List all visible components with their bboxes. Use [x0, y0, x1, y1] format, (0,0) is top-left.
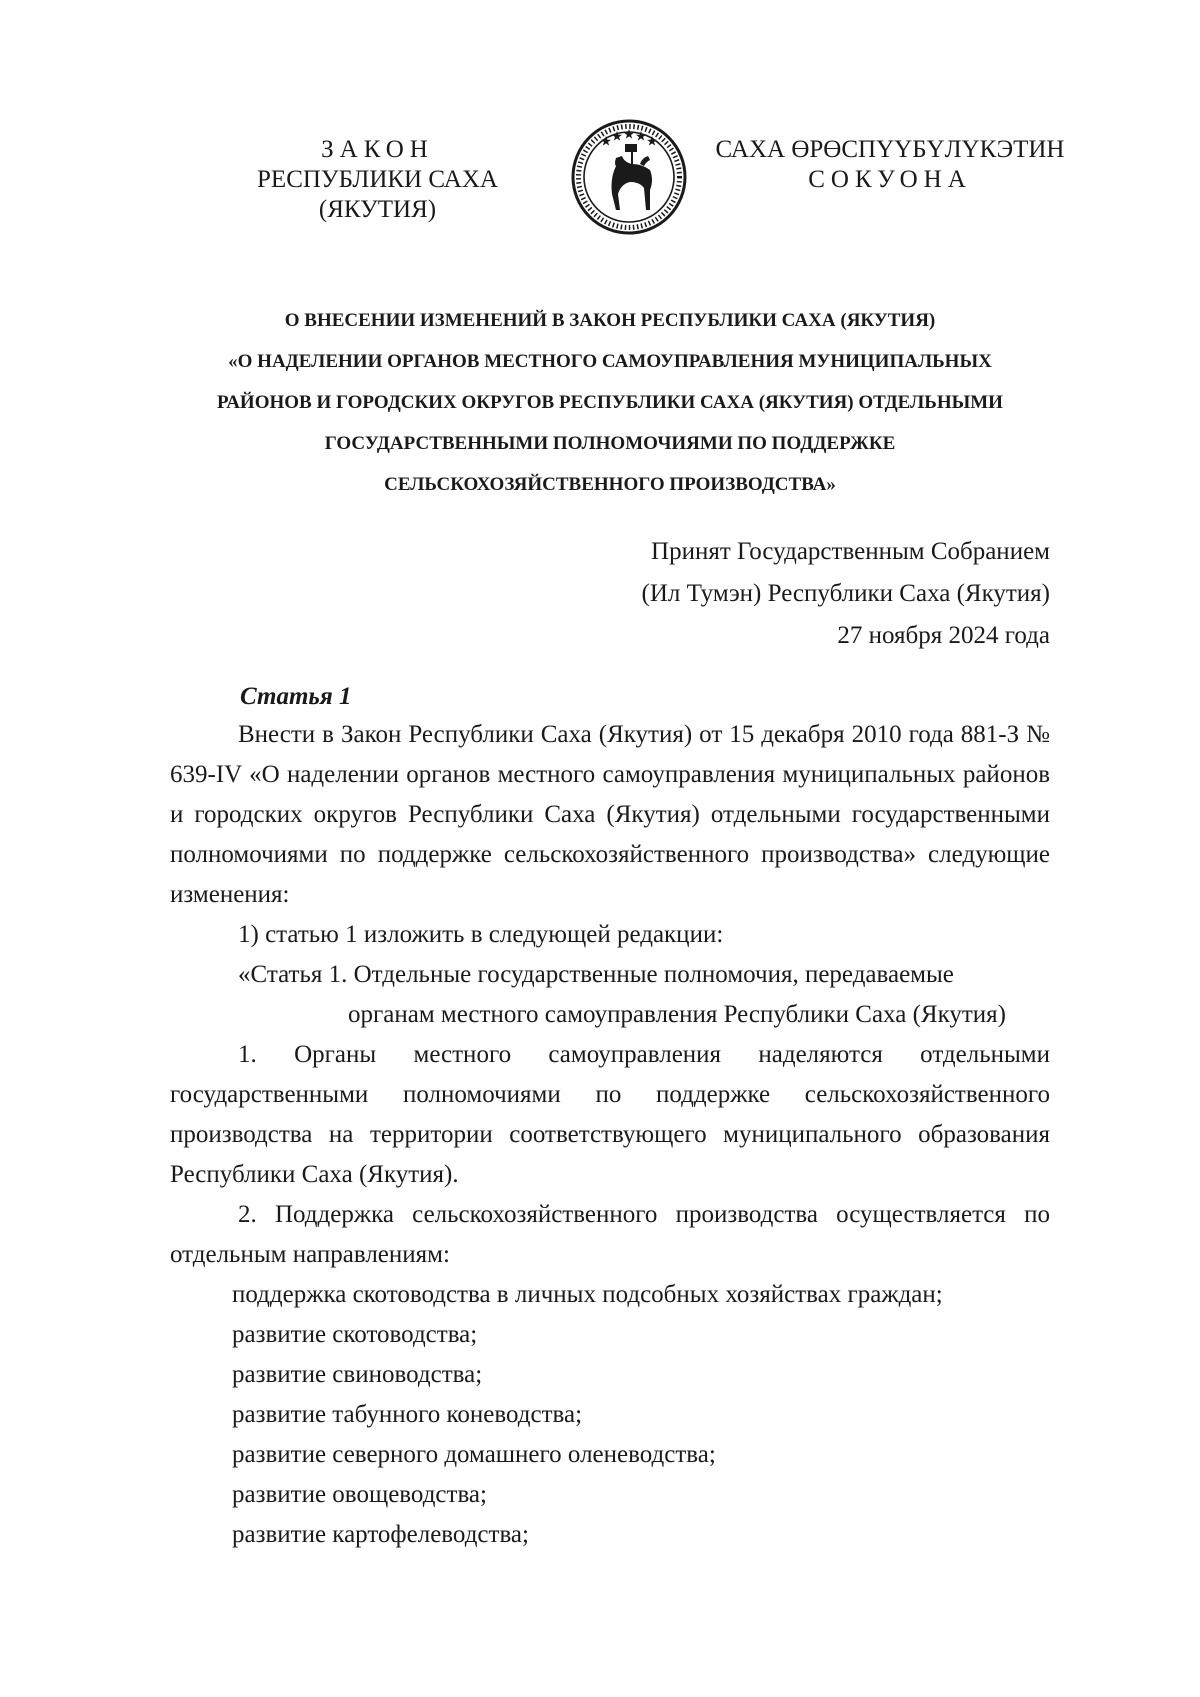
intro-line: округов Республики Саха (Якутия) отдельными государственными полномочиями по	[170, 801, 1050, 868]
para-line: полномочиями по поддержке сельскохозяйственного производства на территории	[170, 1081, 1050, 1148]
law-label-ru: ЗАКОН	[321, 136, 434, 163]
adoption-line: (Ил Тумэн) Республики Саха (Якутия)	[641, 580, 1050, 607]
intro-line: Внести в Закон Республики Саха (Якутия) от 15 декабря 2010 года 881-З № 639-IV	[170, 721, 1050, 788]
coat-of-arms-icon	[570, 118, 688, 236]
quoted-article-title-cont: органам местного самоуправления Республики Саха (Якутия)	[348, 1001, 1006, 1028]
intro-line: поддержке сельскохозяйственного производства» следующие изменения:	[170, 841, 1050, 908]
list-item: развитие северного домашнего оленеводства;	[232, 1441, 716, 1468]
document-title	[170, 300, 1050, 505]
para-line: 2. Поддержка сельскохозяйственного производства осуществляется по отдельным	[170, 1201, 1050, 1268]
list-item: развитие картофелеводства;	[232, 1521, 529, 1548]
amendment-item-1: 1) статью 1 изложить в следующей редакции:	[238, 921, 724, 948]
title-line: РАЙОНОВ И ГОРОДСКИХ ОКРУГОВ РЕСПУБЛИКИ САХА (ЯКУТИЯ) ОТДЕЛЬНЫМИ	[217, 392, 1003, 413]
law-label-sakha: СОКУОНА	[808, 166, 972, 193]
header-right	[715, 135, 1065, 195]
article-heading: Статья 1	[240, 683, 352, 710]
adoption-block	[642, 531, 1050, 657]
header-left	[205, 135, 550, 225]
paragraph-1	[170, 1035, 1050, 1195]
republic-name-ru: РЕСПУБЛИКИ САХА (ЯКУТИЯ)	[257, 166, 498, 223]
quoted-article-title: «Статья 1. Отдельные государственные полномочия, передаваемые	[238, 961, 954, 988]
list-item: развитие скотоводства;	[232, 1321, 478, 1348]
para-line: направлениям:	[292, 1241, 450, 1268]
paragraph-2	[170, 1195, 1050, 1275]
intro-paragraph	[170, 715, 1050, 915]
list-item: развитие овощеводства;	[232, 1481, 487, 1508]
list-item: развитие свиноводства;	[232, 1361, 483, 1388]
para-line: соответствующего муниципального образования Республики Саха (Якутия).	[170, 1121, 1050, 1188]
title-line: «О НАДЕЛЕНИИ ОРГАНОВ МЕСТНОГО САМОУПРАВЛЕНИЯ МУНИЦИПАЛЬНЫХ	[228, 351, 992, 372]
adoption-line: Принят Государственным Собранием	[651, 538, 1050, 565]
para-line: 1. Органы местного самоуправления наделяются отдельными государственными	[170, 1041, 1050, 1108]
adoption-date: 27 ноября 2024 года	[837, 622, 1050, 649]
article-body	[170, 715, 1050, 1555]
title-line: ГОСУДАРСТВЕННЫМИ ПОЛНОМОЧИЯМИ ПО ПОДДЕРЖКЕ	[324, 433, 896, 454]
republic-name-sakha: САХА ӨРӨСПҮҮБҮЛҮКЭТИН	[715, 136, 1065, 163]
list-item: развитие табунного коневодства;	[232, 1401, 583, 1428]
list-item: поддержка скотоводства в личных подсобных хозяйствах граждан;	[232, 1281, 943, 1308]
title-line: СЕЛЬСКОХОЗЯЙСТВЕННОГО ПРОИЗВОДСТВА»	[384, 474, 836, 495]
intro-line: «О наделении органов местного самоуправления муниципальных районов и городских	[170, 761, 1050, 828]
title-line: О ВНЕСЕНИИ ИЗМЕНЕНИЙ В ЗАКОН РЕСПУБЛИКИ САХА (ЯКУТИЯ)	[284, 310, 936, 331]
